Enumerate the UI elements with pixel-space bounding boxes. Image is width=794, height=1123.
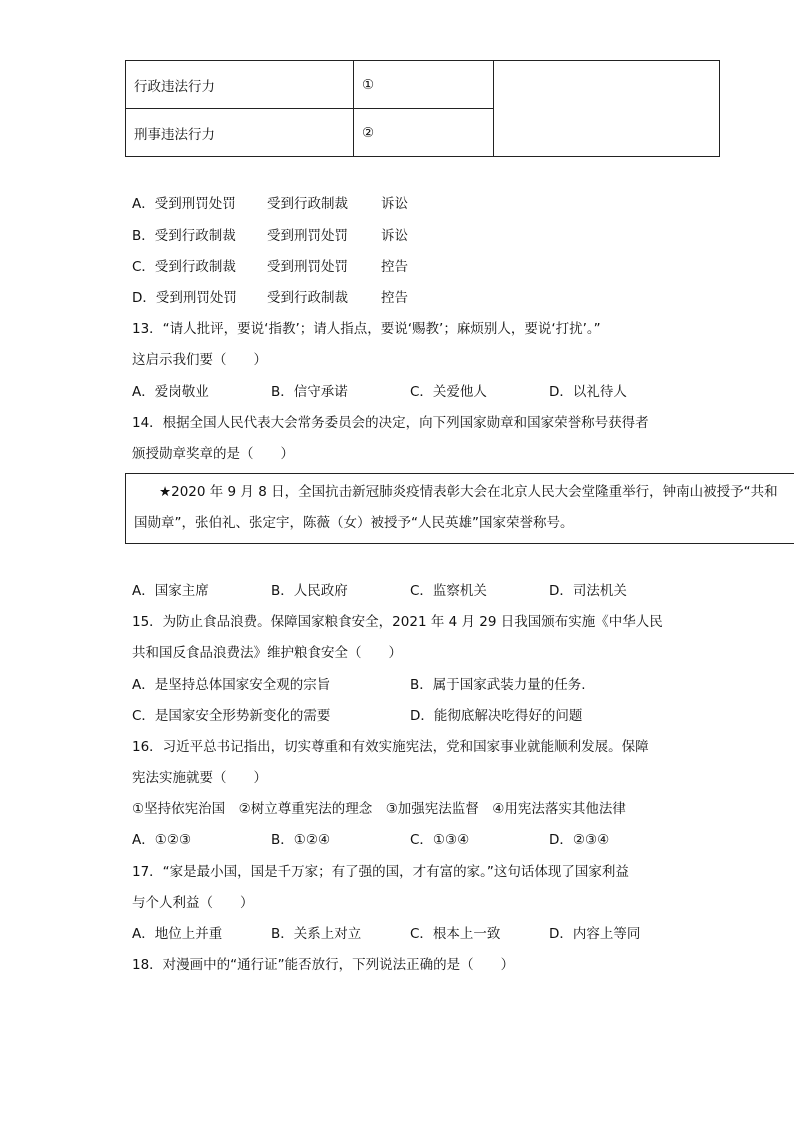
q15-stem-line2: 共和国反食品浪费法》维护粮食安全（ ） [132, 645, 402, 661]
q14-stem-line2: 颁授勋章奖章的是（ ） [132, 446, 294, 462]
q15-options-row1 [132, 675, 586, 695]
answer-table [125, 60, 720, 157]
option-c: C．根本上一致 [410, 926, 501, 942]
option-text: 受到刑罚处罚 [267, 259, 348, 275]
option-a: A．是坚持总体国家安全观的宗旨 [132, 677, 331, 693]
table-cell-label: 行政违法行力 [126, 61, 354, 109]
option-d: D．司法机关 [549, 583, 627, 599]
option-text: 诉讼 [381, 228, 408, 244]
option-a: A．爱岗敬业 [132, 384, 209, 400]
option-b: B．属于国家武装力量的任务. [410, 677, 586, 693]
q16-options [132, 830, 609, 850]
option-d: D．②③④ [549, 832, 610, 848]
option-text: A．受到刑罚处罚 [132, 196, 236, 212]
material-line1: ★2020 年 9 月 8 日，全国抗击新冠肺炎疫情表彰大会在北京人民大会堂隆重举行，钟南山被授予“共和 [159, 484, 778, 500]
option-c: C．关爱他人 [410, 384, 487, 400]
q16-stem-line1: 16．习近平总书记指出，切实尊重和有效实施宪法，党和国家事业就能顺利发展。保障 [132, 739, 649, 755]
q12-option-a [132, 194, 408, 214]
option-text: 受到行政制裁 [267, 290, 348, 306]
table-row [126, 61, 720, 109]
option-a: A．地位上并重 [132, 926, 223, 942]
option-text: D．受到刑罚处罚 [132, 290, 237, 306]
q12-option-d [132, 288, 408, 308]
option-a: A．国家主席 [132, 583, 209, 599]
q15-stem-line1: 15．为防止食品浪费。保障国家粮食安全，2021 年 4 月 29 日我国颁布实施《中华人民 [132, 614, 663, 630]
table-cell-mark: ② [354, 109, 494, 157]
option-text: B．受到行政制裁 [132, 228, 236, 244]
q13-options [132, 382, 627, 402]
option-b: B．人民政府 [271, 583, 348, 599]
option-b: B．①②④ [271, 832, 331, 848]
option-d: D．内容上等同 [549, 926, 641, 942]
q17-stem-line1: 17．“家是最小国，国是千万家；有了强的国，才有富的家。”这句话体现了国家利益 [132, 864, 629, 880]
q16-stem-line2: 宪法实施就要（ ） [132, 770, 267, 786]
option-c: C．①③④ [410, 832, 470, 848]
q15-options-row2 [132, 706, 582, 726]
material-line2: 国勋章”，张伯礼、张定宇，陈薇（女）被授予“人民英雄”国家荣誉称号。 [134, 515, 574, 531]
q17-stem-line2: 与个人利益（ ） [132, 895, 254, 911]
q18-stem-line1: 18．对漫画中的“通行证”能否放行，下列说法正确的是（ ） [132, 957, 515, 973]
option-text: 受到刑罚处罚 [267, 228, 348, 244]
option-d: D．能彻底解决吃得好的问题 [410, 708, 583, 724]
option-c: C．监察机关 [410, 583, 487, 599]
option-text: 控告 [381, 290, 408, 306]
q14-material-box [125, 473, 794, 544]
table-cell-label: 刑事违法行力 [126, 109, 354, 157]
option-text: C．受到行政制裁 [132, 259, 236, 275]
option-d: D．以礼待人 [549, 384, 627, 400]
q13-stem-line2: 这启示我们要（ ） [132, 352, 267, 368]
q12-option-c [132, 257, 408, 277]
q17-options [132, 924, 640, 944]
option-b: B．信守承诺 [271, 384, 348, 400]
table-cell-blank [494, 61, 720, 157]
q14-options [132, 581, 627, 601]
q12-option-b [132, 226, 408, 246]
option-text: 诉讼 [381, 196, 408, 212]
option-b: B．关系上对立 [271, 926, 362, 942]
q14-stem-line1: 14．根据全国人民代表大会常务委员会的决定，向下列国家勋章和国家荣誉称号获得者 [132, 415, 649, 431]
option-c: C．是国家安全形势新变化的需要 [132, 708, 331, 724]
q13-stem-line1: 13．“请人批评，要说‘指教’；请人指点，要说‘赐教’；麻烦别人，要说‘打扰’。” [132, 321, 601, 337]
table-cell-mark: ① [354, 61, 494, 109]
option-text: 控告 [381, 259, 408, 275]
option-a: A．①②③ [132, 832, 192, 848]
option-text: 受到行政制裁 [267, 196, 348, 212]
q16-stem-line3: ①坚持依宪治国 ②树立尊重宪法的理念 ③加强宪法监督 ④用宪法落实其他法律 [132, 801, 626, 817]
